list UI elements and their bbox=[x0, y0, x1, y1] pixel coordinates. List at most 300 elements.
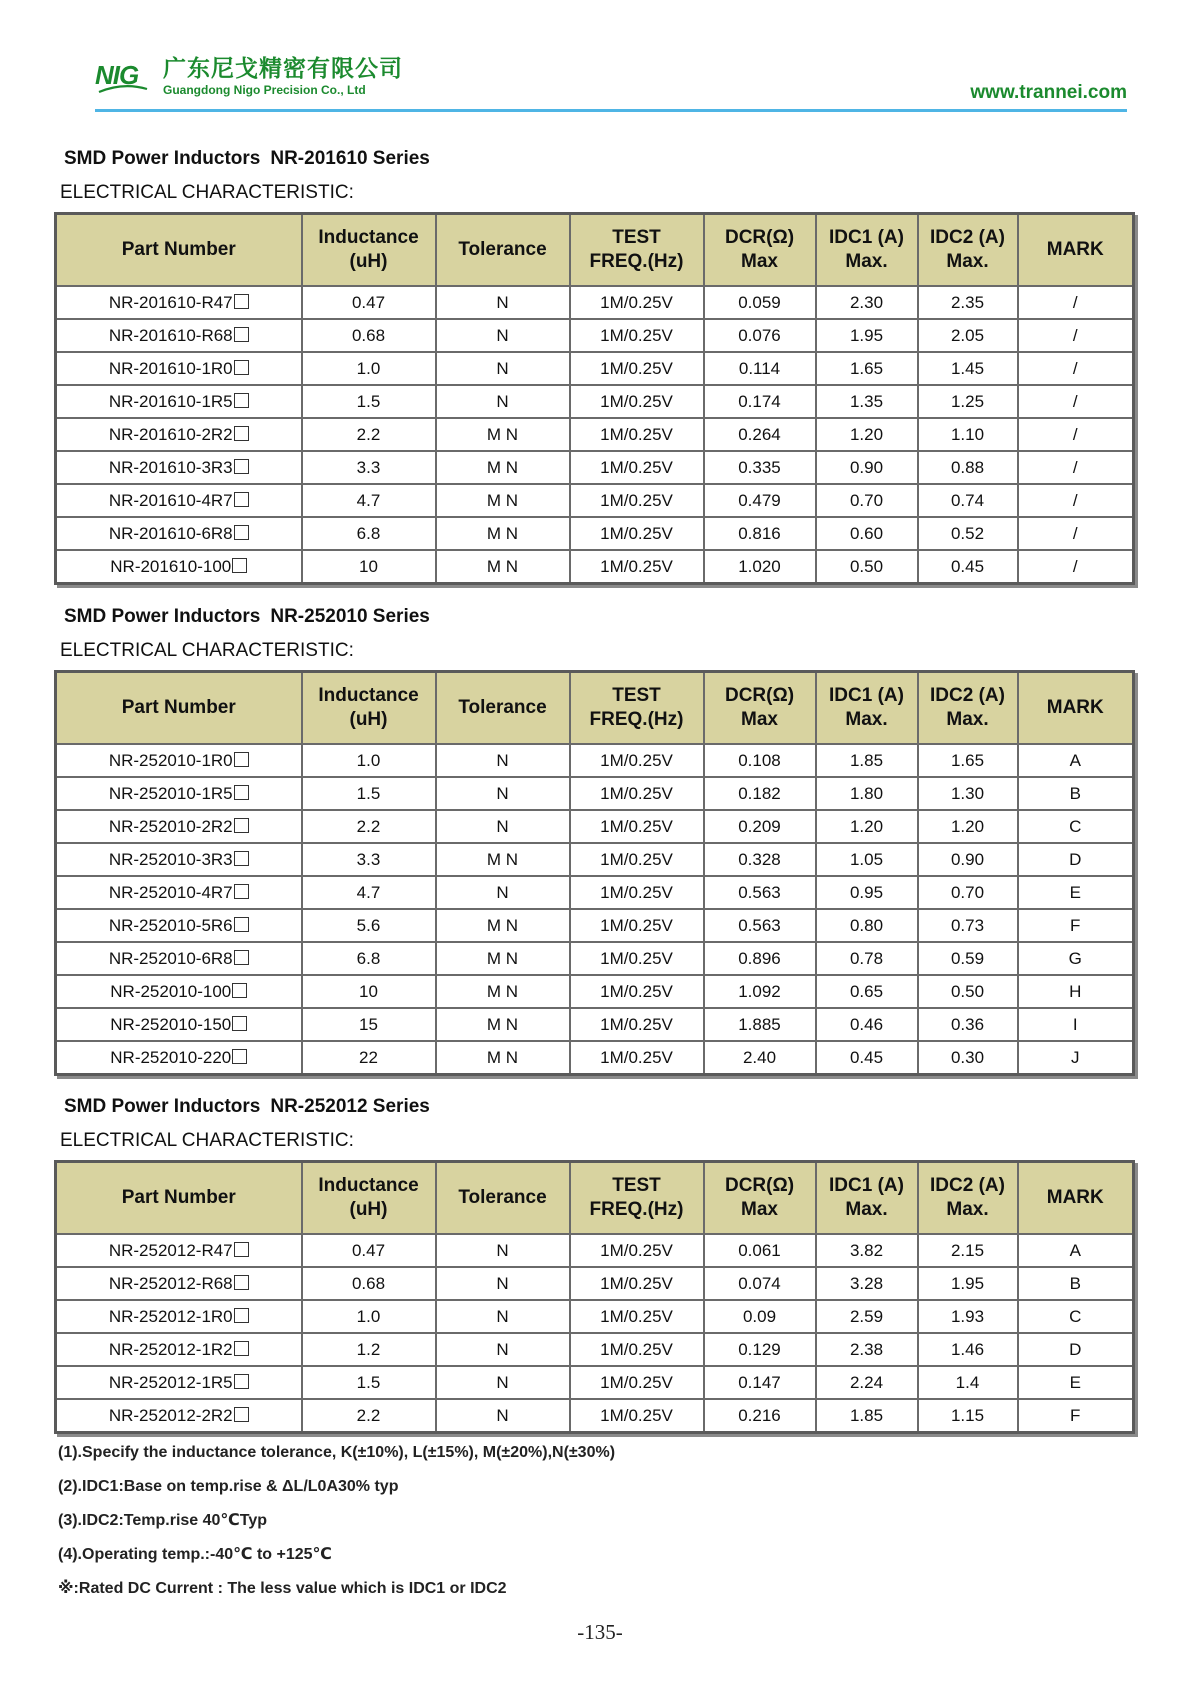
cell-test-freq: 1M/0.25V bbox=[570, 942, 704, 975]
cell-inductance: 0.68 bbox=[302, 319, 436, 352]
series-name: NR-201610 Series bbox=[270, 148, 430, 169]
header-inductance bbox=[302, 672, 436, 745]
cell-test-freq: 1M/0.25V bbox=[570, 418, 704, 451]
tolerance-code-box-icon bbox=[234, 950, 249, 965]
header-part-number bbox=[56, 672, 302, 745]
header-label: FREQ.(Hz) bbox=[589, 251, 684, 272]
header-idc2 bbox=[918, 214, 1018, 287]
tolerance-code-box-icon bbox=[234, 917, 249, 932]
cell-tolerance: M N bbox=[436, 451, 570, 484]
cell-idc1: 0.80 bbox=[816, 909, 918, 942]
cell-tolerance: N bbox=[436, 1366, 570, 1399]
table-header-row bbox=[56, 1162, 1134, 1235]
website-url: www.trannei.com bbox=[970, 82, 1127, 103]
table-row bbox=[56, 1008, 1134, 1041]
cell-idc2: 1.10 bbox=[918, 418, 1018, 451]
cell-tolerance: M N bbox=[436, 909, 570, 942]
tolerance-code-box-icon bbox=[234, 459, 249, 474]
cell-test-freq: 1M/0.25V bbox=[570, 451, 704, 484]
cell-inductance: 1.2 bbox=[302, 1333, 436, 1366]
tolerance-code-box-icon bbox=[232, 1049, 247, 1064]
cell-inductance: 2.2 bbox=[302, 1399, 436, 1433]
spec-table-nr-252010 bbox=[54, 670, 1135, 1076]
cell-tolerance: N bbox=[436, 1333, 570, 1366]
cell-dcr: 1.092 bbox=[704, 975, 816, 1008]
tolerance-code-box-icon bbox=[232, 558, 247, 573]
table-header-row bbox=[56, 214, 1134, 287]
cell-part-number bbox=[56, 975, 302, 1008]
cell-part-number bbox=[56, 942, 302, 975]
part-number-text: NR-201610-R47 bbox=[108, 292, 233, 312]
cell-mark: E bbox=[1018, 1366, 1134, 1399]
part-number-text: NR-201610-6R8 bbox=[108, 523, 233, 543]
header-inductance bbox=[302, 214, 436, 287]
cell-dcr: 0.129 bbox=[704, 1333, 816, 1366]
cell-part-number bbox=[56, 352, 302, 385]
cell-idc2: 2.05 bbox=[918, 319, 1018, 352]
header-dcr bbox=[704, 672, 816, 745]
cell-inductance: 15 bbox=[302, 1008, 436, 1041]
cell-idc2: 1.45 bbox=[918, 352, 1018, 385]
part-number-text: NR-201610-2R2 bbox=[108, 424, 233, 444]
cell-part-number bbox=[56, 1366, 302, 1399]
cell-idc2: 1.65 bbox=[918, 744, 1018, 777]
header-label: (uH) bbox=[349, 709, 388, 730]
cell-mark: / bbox=[1018, 319, 1134, 352]
tolerance-code-box-icon bbox=[234, 492, 249, 507]
cell-inductance: 1.5 bbox=[302, 777, 436, 810]
header-label: (uH) bbox=[349, 1199, 388, 1220]
cell-idc1: 2.38 bbox=[816, 1333, 918, 1366]
cell-tolerance: N bbox=[436, 1399, 570, 1433]
table-row bbox=[56, 843, 1134, 876]
note-idc2: (3).IDC2:Temp.rise 40℃Typ bbox=[58, 1512, 268, 1529]
header-label: FREQ.(Hz) bbox=[589, 1199, 684, 1220]
cell-part-number bbox=[56, 1300, 302, 1333]
header-label: MARK bbox=[1046, 239, 1104, 260]
cell-part-number bbox=[56, 909, 302, 942]
cell-part-number bbox=[56, 451, 302, 484]
part-number-text: NR-201610-3R3 bbox=[108, 457, 233, 477]
cell-dcr: 0.816 bbox=[704, 517, 816, 550]
cell-inductance: 1.0 bbox=[302, 744, 436, 777]
note-tolerance: (1).Specify the inductance tolerance, K(±10%), L(±15%), M(±20%),N(±30%) bbox=[58, 1444, 616, 1461]
header-label: IDC2 (A) bbox=[930, 227, 1005, 248]
header-label: Part Number bbox=[121, 1187, 236, 1208]
cell-idc2: 1.46 bbox=[918, 1333, 1018, 1366]
header-label: DCR(Ω) bbox=[724, 685, 795, 706]
header-label: TEST bbox=[612, 227, 661, 248]
cell-inductance: 2.2 bbox=[302, 810, 436, 843]
cell-dcr: 0.209 bbox=[704, 810, 816, 843]
cell-idc1: 2.24 bbox=[816, 1366, 918, 1399]
tolerance-code-box-icon bbox=[234, 1407, 249, 1422]
cell-test-freq: 1M/0.25V bbox=[570, 876, 704, 909]
cell-inductance: 1.0 bbox=[302, 1300, 436, 1333]
cell-dcr: 0.076 bbox=[704, 319, 816, 352]
part-number-text: NR-252010-3R3 bbox=[108, 849, 233, 869]
tolerance-code-box-icon bbox=[234, 525, 249, 540]
cell-idc1: 1.85 bbox=[816, 1399, 918, 1433]
cell-idc2: 0.30 bbox=[918, 1041, 1018, 1075]
cell-part-number bbox=[56, 1333, 302, 1366]
cell-idc1: 1.35 bbox=[816, 385, 918, 418]
cell-test-freq: 1M/0.25V bbox=[570, 1399, 704, 1433]
part-number-text: NR-252010-5R6 bbox=[108, 915, 233, 935]
header-label: Tolerance bbox=[458, 239, 547, 260]
header-dcr bbox=[704, 1162, 816, 1235]
logo-text: NIG bbox=[95, 60, 139, 90]
header-label: Max. bbox=[845, 251, 888, 272]
cell-test-freq: 1M/0.25V bbox=[570, 975, 704, 1008]
cell-inductance: 0.47 bbox=[302, 1234, 436, 1267]
series-prefix: SMD Power Inductors bbox=[64, 606, 261, 627]
cell-mark: F bbox=[1018, 1399, 1134, 1433]
table-row bbox=[56, 319, 1134, 352]
cell-part-number bbox=[56, 1041, 302, 1075]
table-row bbox=[56, 810, 1134, 843]
company-name-en: Guangdong Nigo Precision Co., Ltd bbox=[163, 83, 366, 97]
cell-idc2: 0.50 bbox=[918, 975, 1018, 1008]
cell-inductance: 22 bbox=[302, 1041, 436, 1075]
cell-idc2: 2.15 bbox=[918, 1234, 1018, 1267]
cell-mark: D bbox=[1018, 843, 1134, 876]
cell-dcr: 0.147 bbox=[704, 1366, 816, 1399]
cell-idc2: 1.20 bbox=[918, 810, 1018, 843]
cell-test-freq: 1M/0.25V bbox=[570, 1300, 704, 1333]
series-prefix: SMD Power Inductors bbox=[64, 1096, 261, 1117]
cell-idc1: 1.05 bbox=[816, 843, 918, 876]
cell-mark: / bbox=[1018, 451, 1134, 484]
header-label: Inductance bbox=[318, 227, 419, 248]
cell-dcr: 0.09 bbox=[704, 1300, 816, 1333]
table-row bbox=[56, 1234, 1134, 1267]
tolerance-code-box-icon bbox=[234, 1275, 249, 1290]
table-row bbox=[56, 1300, 1134, 1333]
table-row bbox=[56, 975, 1134, 1008]
header-label: Max. bbox=[845, 1199, 888, 1220]
part-number-text: NR-252010-150 bbox=[110, 1014, 232, 1034]
header-label: Part Number bbox=[121, 239, 236, 260]
cell-idc1: 1.20 bbox=[816, 418, 918, 451]
cell-test-freq: 1M/0.25V bbox=[570, 484, 704, 517]
tolerance-code-box-icon bbox=[232, 1016, 247, 1031]
table-row bbox=[56, 418, 1134, 451]
cell-part-number bbox=[56, 876, 302, 909]
cell-idc2: 0.36 bbox=[918, 1008, 1018, 1041]
cell-idc2: 1.15 bbox=[918, 1399, 1018, 1433]
cell-idc2: 1.4 bbox=[918, 1366, 1018, 1399]
header-idc1 bbox=[816, 214, 918, 287]
cell-tolerance: M N bbox=[436, 484, 570, 517]
cell-mark: C bbox=[1018, 810, 1134, 843]
header-idc2 bbox=[918, 1162, 1018, 1235]
header-tolerance bbox=[436, 672, 570, 745]
header-idc1 bbox=[816, 1162, 918, 1235]
table-row bbox=[56, 550, 1134, 584]
cell-tolerance: M N bbox=[436, 550, 570, 584]
cell-dcr: 0.264 bbox=[704, 418, 816, 451]
header-label: FREQ.(Hz) bbox=[589, 709, 684, 730]
cell-dcr: 0.061 bbox=[704, 1234, 816, 1267]
header-test-freq bbox=[570, 672, 704, 745]
header-label: Max. bbox=[946, 1199, 989, 1220]
part-number-text: NR-201610-1R0 bbox=[108, 358, 233, 378]
cell-inductance: 6.8 bbox=[302, 942, 436, 975]
company-name bbox=[163, 54, 403, 98]
notes bbox=[58, 1436, 615, 1606]
header-label: (uH) bbox=[349, 251, 388, 272]
cell-mark: E bbox=[1018, 876, 1134, 909]
cell-idc2: 2.35 bbox=[918, 286, 1018, 319]
cell-dcr: 0.074 bbox=[704, 1267, 816, 1300]
header-divider bbox=[95, 109, 1127, 112]
cell-part-number bbox=[56, 484, 302, 517]
table-row bbox=[56, 744, 1134, 777]
table-row bbox=[56, 385, 1134, 418]
table-row bbox=[56, 1399, 1134, 1433]
cell-idc2: 1.95 bbox=[918, 1267, 1018, 1300]
spec-table-nr-201610 bbox=[54, 212, 1135, 585]
cell-tolerance: M N bbox=[436, 418, 570, 451]
cell-dcr: 0.328 bbox=[704, 843, 816, 876]
cell-mark: D bbox=[1018, 1333, 1134, 1366]
header-label: IDC1 (A) bbox=[829, 685, 904, 706]
part-number-text: NR-252010-1R5 bbox=[108, 783, 233, 803]
part-number-text: NR-252012-R47 bbox=[108, 1240, 233, 1260]
header-mark bbox=[1018, 214, 1134, 287]
cell-idc1: 0.46 bbox=[816, 1008, 918, 1041]
tolerance-code-box-icon bbox=[234, 426, 249, 441]
header-test-freq bbox=[570, 214, 704, 287]
cell-test-freq: 1M/0.25V bbox=[570, 286, 704, 319]
header-label: DCR(Ω) bbox=[724, 227, 795, 248]
tolerance-code-box-icon bbox=[234, 1242, 249, 1257]
header-label: Inductance bbox=[318, 1175, 419, 1196]
header-label: Tolerance bbox=[458, 1187, 547, 1208]
header-label: DCR(Ω) bbox=[724, 1175, 795, 1196]
cell-tolerance: N bbox=[436, 876, 570, 909]
header-label: MARK bbox=[1046, 697, 1104, 718]
cell-part-number bbox=[56, 777, 302, 810]
cell-test-freq: 1M/0.25V bbox=[570, 1041, 704, 1075]
page-number: -135- bbox=[577, 1620, 623, 1644]
cell-idc1: 0.95 bbox=[816, 876, 918, 909]
table-header-row bbox=[56, 672, 1134, 745]
table-row bbox=[56, 876, 1134, 909]
cell-idc2: 0.73 bbox=[918, 909, 1018, 942]
cell-mark: B bbox=[1018, 1267, 1134, 1300]
tolerance-code-box-icon bbox=[234, 1308, 249, 1323]
cell-mark: / bbox=[1018, 286, 1134, 319]
header-label: TEST bbox=[612, 1175, 661, 1196]
table-row bbox=[56, 451, 1134, 484]
part-number-text: NR-252010-220 bbox=[110, 1047, 232, 1067]
cell-test-freq: 1M/0.25V bbox=[570, 550, 704, 584]
header-idc2 bbox=[918, 672, 1018, 745]
part-number-text: NR-201610-1R5 bbox=[108, 391, 233, 411]
cell-mark: A bbox=[1018, 1234, 1134, 1267]
part-number-text: NR-252010-2R2 bbox=[108, 816, 233, 836]
cell-tolerance: M N bbox=[436, 975, 570, 1008]
cell-test-freq: 1M/0.25V bbox=[570, 352, 704, 385]
cell-idc1: 0.60 bbox=[816, 517, 918, 550]
table-row bbox=[56, 909, 1134, 942]
series-title-nr-201610 bbox=[64, 148, 430, 170]
cell-idc1: 3.82 bbox=[816, 1234, 918, 1267]
series-title-nr-252010 bbox=[64, 606, 430, 628]
cell-test-freq: 1M/0.25V bbox=[570, 385, 704, 418]
cell-test-freq: 1M/0.25V bbox=[570, 909, 704, 942]
cell-idc1: 1.65 bbox=[816, 352, 918, 385]
cell-dcr: 0.182 bbox=[704, 777, 816, 810]
header-label: Max. bbox=[946, 251, 989, 272]
cell-test-freq: 1M/0.25V bbox=[570, 744, 704, 777]
cell-idc1: 1.80 bbox=[816, 777, 918, 810]
cell-inductance: 1.0 bbox=[302, 352, 436, 385]
cell-test-freq: 1M/0.25V bbox=[570, 1333, 704, 1366]
cell-idc1: 3.28 bbox=[816, 1267, 918, 1300]
cell-dcr: 0.563 bbox=[704, 876, 816, 909]
cell-idc2: 0.45 bbox=[918, 550, 1018, 584]
header-part-number bbox=[56, 214, 302, 287]
cell-mark: B bbox=[1018, 777, 1134, 810]
cell-inductance: 3.3 bbox=[302, 843, 436, 876]
cell-tolerance: N bbox=[436, 319, 570, 352]
cell-dcr: 0.108 bbox=[704, 744, 816, 777]
cell-dcr: 0.174 bbox=[704, 385, 816, 418]
part-number-text: NR-252012-R68 bbox=[108, 1273, 233, 1293]
cell-idc2: 1.30 bbox=[918, 777, 1018, 810]
header-part-number bbox=[56, 1162, 302, 1235]
logo-swoosh-icon bbox=[97, 84, 149, 94]
cell-idc1: 1.95 bbox=[816, 319, 918, 352]
tolerance-code-box-icon bbox=[234, 393, 249, 408]
cell-mark: / bbox=[1018, 385, 1134, 418]
cell-part-number bbox=[56, 1234, 302, 1267]
cell-tolerance: N bbox=[436, 777, 570, 810]
header-label: Part Number bbox=[121, 697, 236, 718]
tolerance-code-box-icon bbox=[234, 884, 249, 899]
table-row bbox=[56, 1366, 1134, 1399]
cell-mark: A bbox=[1018, 744, 1134, 777]
cell-inductance: 3.3 bbox=[302, 451, 436, 484]
cell-part-number bbox=[56, 517, 302, 550]
cell-tolerance: N bbox=[436, 385, 570, 418]
part-number-text: NR-252012-1R5 bbox=[108, 1372, 233, 1392]
cell-idc1: 2.59 bbox=[816, 1300, 918, 1333]
cell-dcr: 0.059 bbox=[704, 286, 816, 319]
note-rated-current: ※:Rated DC Current : The less value which is IDC1 or IDC2 bbox=[58, 1580, 507, 1597]
tolerance-code-box-icon bbox=[234, 294, 249, 309]
note-idc1: (2).IDC1:Base on temp.rise & ΔL/L0A30% typ bbox=[58, 1478, 399, 1495]
tolerance-code-box-icon bbox=[234, 1341, 249, 1356]
header-label: Max bbox=[741, 709, 778, 730]
cell-test-freq: 1M/0.25V bbox=[570, 777, 704, 810]
cell-inductance: 10 bbox=[302, 975, 436, 1008]
cell-dcr: 0.563 bbox=[704, 909, 816, 942]
cell-mark: F bbox=[1018, 909, 1134, 942]
cell-tolerance: N bbox=[436, 810, 570, 843]
cell-tolerance: M N bbox=[436, 843, 570, 876]
cell-part-number bbox=[56, 1267, 302, 1300]
part-number-text: NR-252010-100 bbox=[110, 981, 232, 1001]
header-test-freq bbox=[570, 1162, 704, 1235]
tolerance-code-box-icon bbox=[234, 360, 249, 375]
cell-dcr: 2.40 bbox=[704, 1041, 816, 1075]
cell-mark: C bbox=[1018, 1300, 1134, 1333]
cell-inductance: 2.2 bbox=[302, 418, 436, 451]
cell-idc1: 2.30 bbox=[816, 286, 918, 319]
cell-tolerance: M N bbox=[436, 1008, 570, 1041]
part-number-text: NR-252012-1R2 bbox=[108, 1339, 233, 1359]
cell-dcr: 0.216 bbox=[704, 1399, 816, 1433]
series-name: NR-252012 Series bbox=[270, 1096, 430, 1117]
header-label: TEST bbox=[612, 685, 661, 706]
part-number-text: NR-252010-4R7 bbox=[108, 882, 233, 902]
cell-idc2: 0.70 bbox=[918, 876, 1018, 909]
cell-inductance: 6.8 bbox=[302, 517, 436, 550]
cell-idc1: 0.65 bbox=[816, 975, 918, 1008]
cell-test-freq: 1M/0.25V bbox=[570, 1366, 704, 1399]
header-label: IDC2 (A) bbox=[930, 685, 1005, 706]
cell-test-freq: 1M/0.25V bbox=[570, 1234, 704, 1267]
cell-part-number bbox=[56, 286, 302, 319]
header-inductance bbox=[302, 1162, 436, 1235]
cell-inductance: 4.7 bbox=[302, 876, 436, 909]
cell-tolerance: N bbox=[436, 352, 570, 385]
cell-inductance: 0.68 bbox=[302, 1267, 436, 1300]
header-label: IDC2 (A) bbox=[930, 1175, 1005, 1196]
cell-dcr: 0.335 bbox=[704, 451, 816, 484]
cell-test-freq: 1M/0.25V bbox=[570, 1267, 704, 1300]
cell-part-number bbox=[56, 1008, 302, 1041]
cell-part-number bbox=[56, 385, 302, 418]
company-logo bbox=[95, 62, 138, 88]
cell-inductance: 4.7 bbox=[302, 484, 436, 517]
table-row bbox=[56, 286, 1134, 319]
cell-part-number bbox=[56, 319, 302, 352]
cell-mark: H bbox=[1018, 975, 1134, 1008]
cell-inductance: 1.5 bbox=[302, 1366, 436, 1399]
cell-test-freq: 1M/0.25V bbox=[570, 843, 704, 876]
cell-mark: J bbox=[1018, 1041, 1134, 1075]
cell-inductance: 5.6 bbox=[302, 909, 436, 942]
cell-dcr: 1.020 bbox=[704, 550, 816, 584]
cell-idc2: 0.52 bbox=[918, 517, 1018, 550]
cell-mark: / bbox=[1018, 418, 1134, 451]
cell-tolerance: M N bbox=[436, 1041, 570, 1075]
cell-test-freq: 1M/0.25V bbox=[570, 517, 704, 550]
header-label: Max bbox=[741, 251, 778, 272]
table-row bbox=[56, 777, 1134, 810]
cell-inductance: 0.47 bbox=[302, 286, 436, 319]
cell-tolerance: N bbox=[436, 1234, 570, 1267]
part-number-text: NR-252012-1R0 bbox=[108, 1306, 233, 1326]
cell-tolerance: M N bbox=[436, 942, 570, 975]
part-number-text: NR-201610-4R7 bbox=[108, 490, 233, 510]
part-number-text: NR-201610-100 bbox=[110, 556, 232, 576]
tolerance-code-box-icon bbox=[234, 851, 249, 866]
spec-table-nr-252012 bbox=[54, 1160, 1135, 1434]
part-number-text: NR-252010-1R0 bbox=[108, 750, 233, 770]
cell-part-number bbox=[56, 810, 302, 843]
series-prefix: SMD Power Inductors bbox=[64, 148, 261, 169]
cell-idc1: 0.45 bbox=[816, 1041, 918, 1075]
cell-mark: / bbox=[1018, 484, 1134, 517]
cell-idc2: 0.59 bbox=[918, 942, 1018, 975]
table-row bbox=[56, 484, 1134, 517]
